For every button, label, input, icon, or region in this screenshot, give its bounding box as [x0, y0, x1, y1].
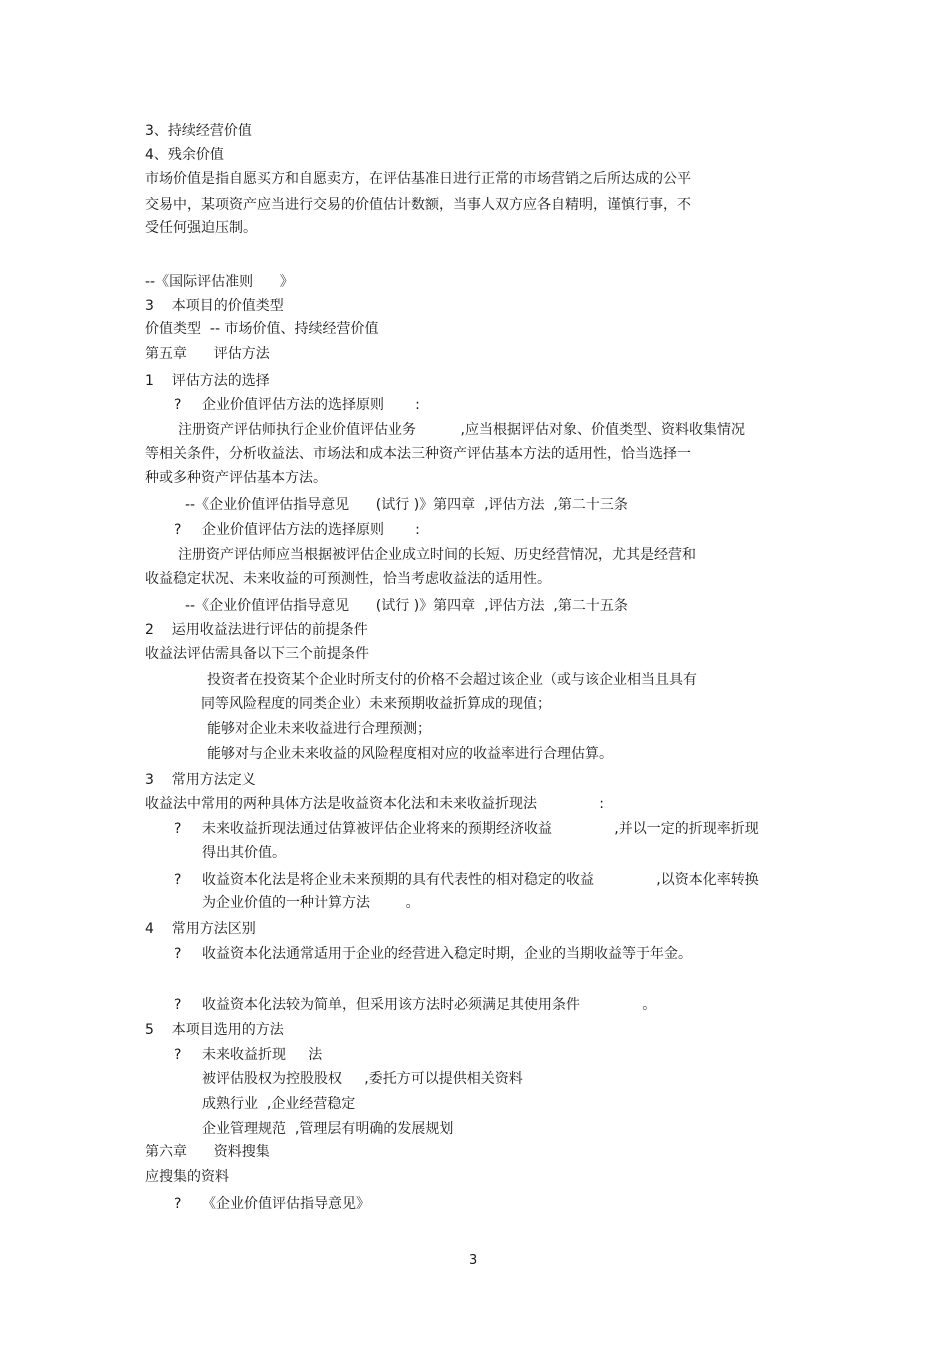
page-number: 3 [469, 1253, 478, 1268]
bullet-text: 《企业价值评估指导意见》 [202, 1196, 370, 1212]
list-item: 能够对与企业未来收益的风险程度相对应的收益率进行合理估算。 [207, 746, 613, 762]
bullet-text: 得出其价值。 [202, 845, 286, 861]
bullet-text: 企业价值评估方法的选择原则 : [202, 522, 420, 538]
section-heading: 4 常用方法区别 [145, 921, 256, 937]
paragraph-line: 注册资产评估师执行企业价值评估业务 ,应当根据评估对象、价值类型、资料收集情况 [178, 422, 745, 438]
list-item: 成熟行业 ,企业经营稳定 [202, 1096, 356, 1112]
bullet-marker: ? [174, 522, 182, 538]
list-item: 被评估股权为控股股权 ,委托方可以提供相关资料 [202, 1071, 523, 1087]
section-heading: 3 本项目的价值类型 [145, 298, 284, 314]
bullet-text: 收益资本化法较为简单，但采用该方法时必须满足其使用条件 。 [202, 997, 657, 1013]
bullet-text: 收益资本化法是将企业未来预期的具有代表性的相对稳定的收益 ,以资本化率转换 [202, 872, 759, 888]
bullet-text: 收益资本化法通常适用于企业的经营进入稳定时期，企业的当期收益等于年金。 [202, 946, 692, 962]
list-item: 企业管理规范 ,管理层有明确的发展规划 [202, 1121, 454, 1137]
paragraph-line: 交易中，某项资产应当进行交易的价值估计数额，当事人双方应各自精明，谨慎行事，不 [145, 197, 691, 213]
section-heading: 2 运用收益法进行评估的前提条件 [145, 622, 368, 638]
chapter-heading: 第六章 资料搜集 [145, 1144, 270, 1160]
citation: --《企业价值评估指导意见 (试行 )》第四章 ,评估方法 ,第二十三条 [185, 497, 628, 513]
paragraph-line: 种或多种资产评估基本方法。 [145, 470, 327, 486]
list-item: 4、残余价值 [145, 147, 224, 163]
paragraph-line: 受任何强迫压制。 [145, 220, 257, 236]
bullet-marker: ? [174, 997, 182, 1013]
list-item: 能够对企业未来收益进行合理预测； [207, 721, 431, 737]
section-heading: 1 评估方法的选择 [145, 373, 270, 389]
section-heading: 3 常用方法定义 [145, 772, 256, 788]
paragraph-line: 收益稳定状况、未来收益的可预测性，恰当考虑收益法的适用性。 [145, 571, 551, 587]
bullet-marker: ? [174, 821, 182, 837]
paragraph-line: 价值类型 -- 市场价值、持续经营价值 [145, 321, 379, 337]
paragraph-line: 应搜集的资料 [145, 1169, 229, 1185]
citation: --《国际评估准则 》 [145, 274, 294, 290]
section-heading: 5 本项目选用的方法 [145, 1022, 284, 1038]
citation: --《企业价值评估指导意见 (试行 )》第四章 ,评估方法 ,第二十五条 [185, 598, 628, 614]
list-item: 投资者在投资某个企业时所支付的价格不会超过该企业（或与该企业相当且具有 [207, 672, 697, 688]
bullet-marker: ? [174, 1047, 182, 1063]
bullet-marker: ? [174, 397, 182, 413]
paragraph-line: 等相关条件，分析收益法、市场法和成本法三种资产评估基本方法的适用性，恰当选择一 [145, 446, 691, 462]
bullet-text: 为企业价值的一种计算方法 。 [202, 895, 420, 911]
list-item: 同等风险程度的同类企业）未来预期收益折算成的现值； [201, 696, 551, 712]
bullet-marker: ? [174, 872, 182, 888]
paragraph-line: 收益法中常用的两种具体方法是收益资本化法和未来收益折现法 : [145, 796, 605, 812]
bullet-text: 未来收益折现法通过估算被评估企业将来的预期经济收益 ,并以一定的折现率折现 [202, 821, 759, 837]
paragraph-line: 注册资产评估师应当根据被评估企业成立时间的长短、历史经营情况，尤其是经营和 [178, 547, 696, 563]
list-item: 3、持续经营价值 [145, 123, 252, 139]
paragraph-line: 市场价值是指自愿买方和自愿卖方，在评估基准日进行正常的市场营销之后所达成的公平 [145, 171, 691, 187]
bullet-marker: ? [174, 946, 182, 962]
bullet-marker: ? [174, 1196, 182, 1212]
bullet-text: 企业价值评估方法的选择原则 : [202, 397, 420, 413]
paragraph-line: 收益法评估需具备以下三个前提条件 [145, 646, 369, 662]
bullet-text: 未来收益折现 法 [202, 1047, 323, 1063]
chapter-heading: 第五章 评估方法 [145, 346, 270, 362]
